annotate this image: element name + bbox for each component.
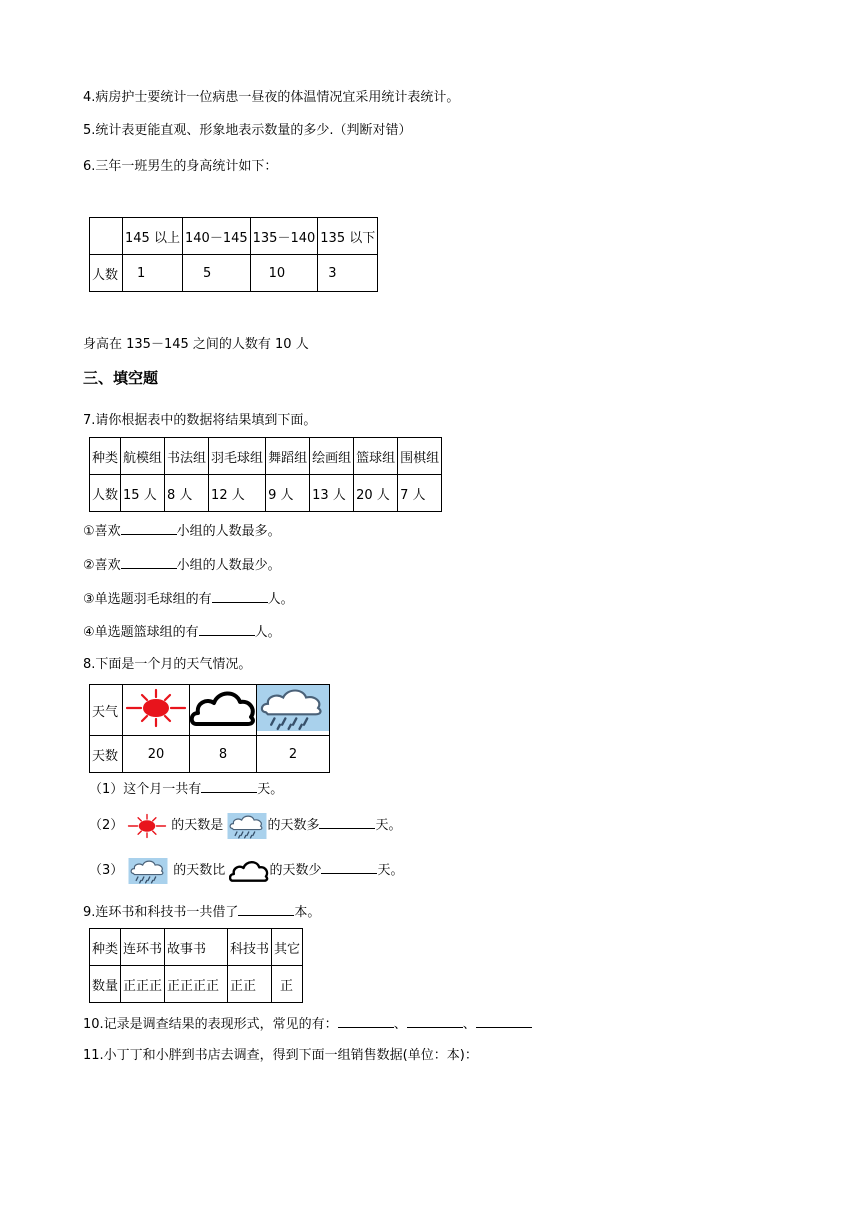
answer-blank[interactable] xyxy=(407,1014,463,1028)
weather-days: 2 xyxy=(257,736,330,773)
group-category: 围棋组 xyxy=(398,438,442,475)
weather-days: 8 xyxy=(190,736,257,773)
question-8-intro: 8.下面是一个月的天气情况。 xyxy=(83,657,252,672)
height-table-corner xyxy=(90,218,123,255)
item-text: 10.记录是调查结果的表现形式，常见的有： xyxy=(83,1017,338,1032)
question-9-intro xyxy=(83,902,320,922)
group-category: 航模组 xyxy=(121,438,165,475)
cloud-icon xyxy=(190,686,256,730)
question-8-item-2 xyxy=(89,811,401,841)
question-7-intro: 7.请你根据表中的数据将结果填到下面。 xyxy=(83,413,317,428)
item-text: 的天数多 xyxy=(267,818,320,833)
question-10 xyxy=(83,1014,532,1034)
books-table xyxy=(89,928,303,1003)
answer-blank[interactable] xyxy=(201,779,257,793)
item-text: （1）这个月一共有 xyxy=(89,782,202,797)
question-5: 5.统计表更能直观、形象地表示数量的多少.（判断对错） xyxy=(83,123,412,138)
item-text: ④单选题篮球组的有 xyxy=(83,625,199,640)
question-8-item-1 xyxy=(89,779,283,799)
question-6-statement: 身高在 135－145 之间的人数有 10 人 xyxy=(83,337,309,352)
group-count: 9 人 xyxy=(266,475,310,512)
answer-blank[interactable] xyxy=(238,902,294,916)
section-title: 三、填空题 xyxy=(83,369,159,387)
rain-cloud-icon xyxy=(227,813,267,839)
question-7-item-4 xyxy=(83,622,281,642)
rain-cloud-icon xyxy=(257,685,329,731)
item-text: ②喜欢 xyxy=(83,558,121,573)
books-tally: 正正正正 xyxy=(165,966,228,1003)
weather-cell xyxy=(190,685,257,736)
item-text: 天。 xyxy=(257,782,284,797)
item-text: ③单选题羽毛球组的有 xyxy=(83,592,212,607)
weather-table xyxy=(89,684,330,773)
group-row-label: 人数 xyxy=(90,475,121,512)
item-text: 本。 xyxy=(294,905,321,920)
group-category: 羽毛球组 xyxy=(209,438,266,475)
books-category: 故事书 xyxy=(165,929,228,966)
books-row-label: 数量 xyxy=(90,966,121,1003)
item-text: ①喜欢 xyxy=(83,524,121,539)
question-7-item-2 xyxy=(83,555,281,575)
books-tally: 正 xyxy=(272,966,303,1003)
weather-cell xyxy=(257,685,330,736)
sun-icon xyxy=(123,812,171,840)
question-7-item-1 xyxy=(83,521,281,541)
books-tally: 正正正 xyxy=(121,966,165,1003)
height-header: 135 以下 xyxy=(318,218,378,255)
item-text: 的天数少 xyxy=(269,863,322,878)
weather-row-label: 天数 xyxy=(90,736,123,773)
answer-blank[interactable] xyxy=(319,815,375,829)
group-category: 舞蹈组 xyxy=(266,438,310,475)
group-category: 绘画组 xyxy=(310,438,354,475)
rain-cloud-icon xyxy=(123,858,173,884)
answer-blank[interactable] xyxy=(476,1014,532,1028)
question-6-intro: 6.三年一班男生的身高统计如下： xyxy=(83,159,278,174)
answer-blank[interactable] xyxy=(321,860,377,874)
group-count: 13 人 xyxy=(310,475,354,512)
item-text: 的天数是 xyxy=(171,818,224,833)
books-tally: 正正 xyxy=(228,966,272,1003)
height-header: 145 以上 xyxy=(123,218,183,255)
group-category: 篮球组 xyxy=(354,438,398,475)
group-count: 7 人 xyxy=(398,475,442,512)
answer-blank[interactable] xyxy=(338,1014,394,1028)
item-text: 小组的人数最多。 xyxy=(176,524,281,539)
books-category: 连环书 xyxy=(121,929,165,966)
item-text: 天。 xyxy=(375,818,402,833)
group-count: 12 人 xyxy=(209,475,266,512)
group-header-label: 种类 xyxy=(90,438,121,475)
item-text: （2） xyxy=(89,818,124,833)
question-4: 4.病房护士要统计一位病患一昼夜的体温情况宜采用统计表统计。 xyxy=(83,90,460,105)
answer-blank[interactable] xyxy=(212,589,268,603)
weather-days: 20 xyxy=(123,736,190,773)
group-count: 20 人 xyxy=(354,475,398,512)
height-count: 1 xyxy=(123,255,183,292)
answer-blank[interactable] xyxy=(121,521,177,535)
books-category: 科技书 xyxy=(228,929,272,966)
height-row-label: 人数 xyxy=(90,255,123,292)
group-count: 8 人 xyxy=(165,475,209,512)
answer-blank[interactable] xyxy=(199,622,255,636)
cloud-icon xyxy=(229,857,269,885)
separator: 、 xyxy=(462,1017,476,1032)
question-8-item-3 xyxy=(89,856,403,886)
books-header-label: 种类 xyxy=(90,929,121,966)
item-text: 小组的人数最少。 xyxy=(176,558,281,573)
weather-row-label: 天气 xyxy=(90,685,123,736)
height-count: 5 xyxy=(183,255,251,292)
separator: 、 xyxy=(393,1017,407,1032)
question-11: 11.小丁丁和小胖到书店去调查，得到下面一组销售数据(单位：本)： xyxy=(83,1048,478,1063)
item-text: 天。 xyxy=(377,863,404,878)
height-header: 135－140 xyxy=(250,218,318,255)
weather-cell xyxy=(123,685,190,736)
height-table xyxy=(89,217,378,292)
item-text: 9.连环书和科技书一共借了 xyxy=(83,905,239,920)
group-count: 15 人 xyxy=(121,475,165,512)
height-header: 140－145 xyxy=(183,218,251,255)
group-category: 书法组 xyxy=(165,438,209,475)
group-table xyxy=(89,437,442,512)
item-text: （3） xyxy=(89,863,124,878)
item-text: 人。 xyxy=(254,625,281,640)
answer-blank[interactable] xyxy=(121,555,177,569)
item-text: 人。 xyxy=(267,592,294,607)
sun-icon xyxy=(123,686,189,730)
item-text: 的天数比 xyxy=(173,863,226,878)
height-count: 3 xyxy=(318,255,378,292)
question-7-item-3 xyxy=(83,589,294,609)
books-category: 其它 xyxy=(272,929,303,966)
height-count: 10 xyxy=(250,255,318,292)
